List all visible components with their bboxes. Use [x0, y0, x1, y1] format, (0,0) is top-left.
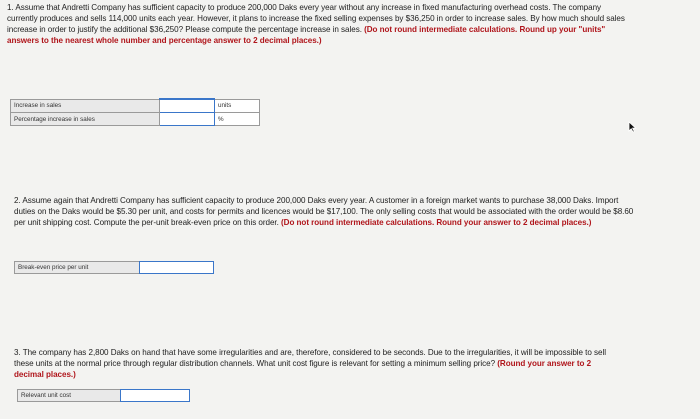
percentage-increase-input[interactable] — [160, 114, 214, 125]
increase-in-sales-cell[interactable] — [160, 99, 215, 113]
relevant-unit-cost-answer-row — [17, 389, 190, 402]
percent-unit-label: % — [215, 113, 260, 126]
percentage-increase-label: Percentage increase in sales — [11, 113, 160, 126]
percentage-increase-cell[interactable] — [160, 113, 215, 126]
question-1-text: 1. Assume that Andretti Company has sufficient capacity to produce 200,000 Daks every year without any increase in fixed manufacturing overhead costs. The company currently produces and sells 114,000 units each year. However, it plans to increase the fixed selling expenses by $36,250 in order to increase sales. By how much should sales increase in order to justify the additional $36,250? Please compute the percentage increase in sales. — [7, 3, 625, 34]
answer-row-increase-in-sales — [11, 99, 260, 113]
increase-in-sales-input[interactable] — [160, 101, 214, 112]
break-even-price-input[interactable] — [140, 262, 213, 273]
units-unit-label: units — [215, 99, 260, 113]
question-3-instruction: (Round your answer to 2 decimal places.) — [14, 359, 592, 379]
question-2-text: 2. Assume again that Andretti Company has sufficient capacity to produce 200,000 Daks every year. A customer in a foreign market wants to purchase 38,000 Daks. Import duties on the Daks would be $5.30 per unit, and costs for permits and licences would be $17,100. The only selling costs that would be associated with the order would be $8.60 per unit shipping cost. Compute the per-unit break-even price on this order. — [14, 196, 634, 227]
break-even-price-cell[interactable] — [139, 261, 214, 274]
question-1-instruction: (Do not round intermediate calculations. Round up your "units" answers to the nearest whole number and percentage answer to 2 decimal places.) — [7, 25, 606, 45]
relevant-unit-cost-cell[interactable] — [120, 389, 190, 402]
mouse-pointer-icon — [628, 121, 637, 133]
answer-row-percentage-increase — [11, 113, 260, 126]
question-3-text: 3. The company has 2,800 Daks on hand that have some irregularities and are, therefore, considered to be seconds. Due to the irregularities, it will be impossible to sell these units at the normal price through regular distribution channels. What unit cost figure is relevant for setting a minimum selling price? — [14, 348, 606, 368]
relevant-unit-cost-label: Relevant unit cost — [17, 389, 121, 402]
question-1-answer-table — [10, 98, 260, 126]
question-1 — [7, 2, 625, 46]
relevant-unit-cost-input[interactable] — [121, 390, 189, 401]
increase-in-sales-label: Increase in sales — [11, 99, 160, 113]
break-even-price-label: Break-even price per unit — [14, 261, 140, 274]
question-2 — [14, 195, 634, 228]
question-3 — [14, 347, 614, 380]
question-2-instruction: (Do not round intermediate calculations. Round your answer to 2 decimal places.) — [281, 218, 592, 227]
break-even-answer-row — [14, 261, 214, 274]
